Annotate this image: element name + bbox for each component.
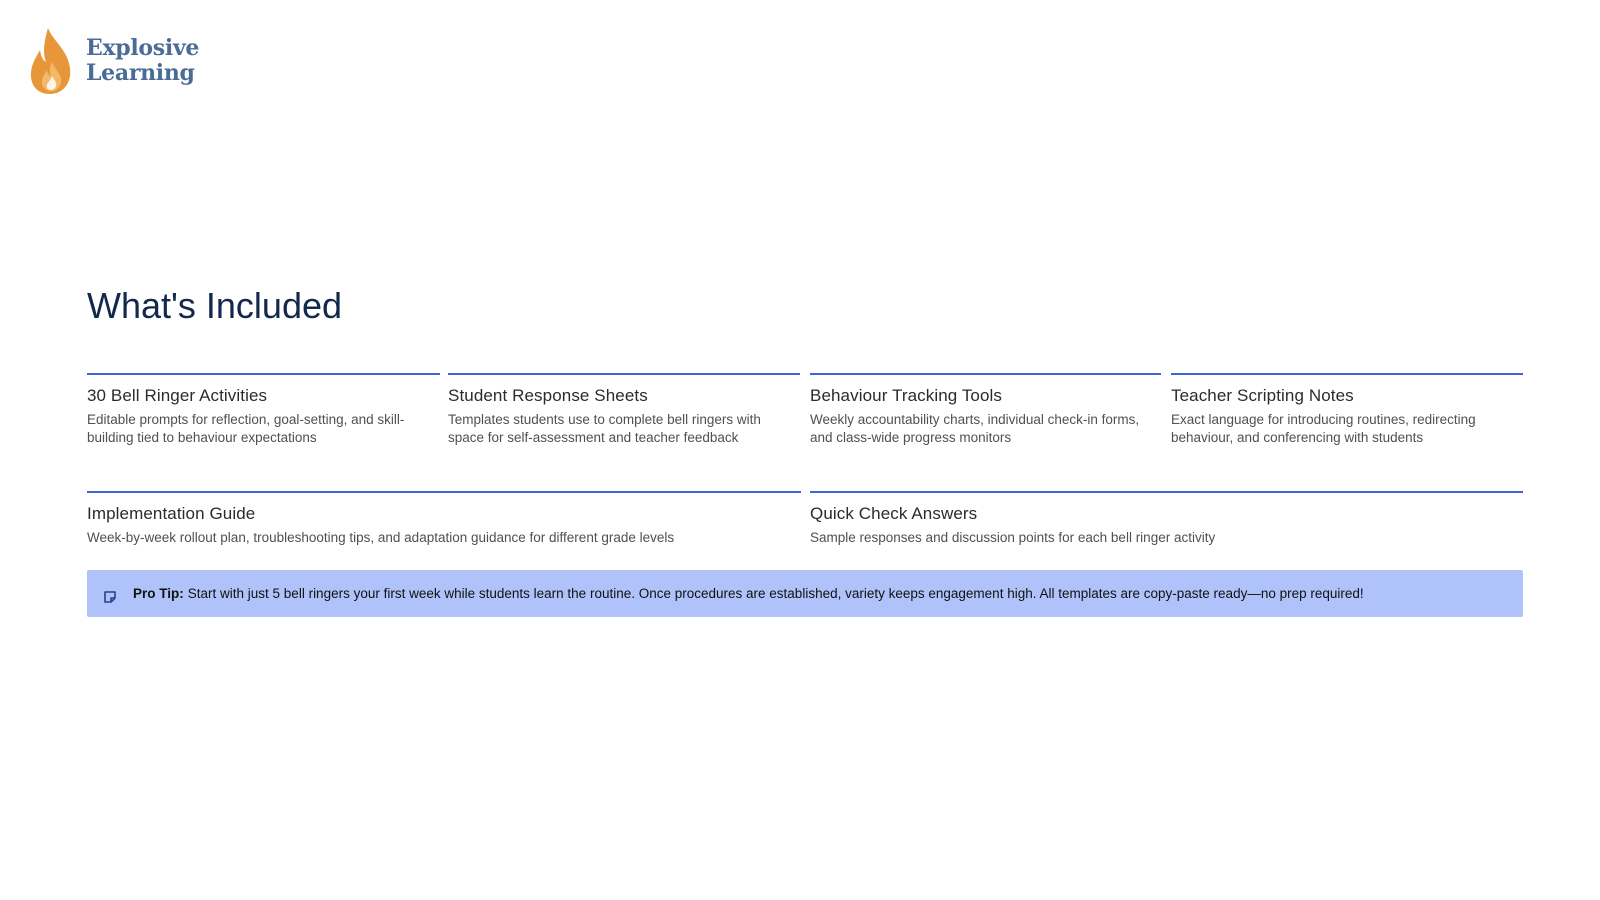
- included-item-implementation-guide: [87, 491, 801, 547]
- item-description: Sample responses and discussion points for each bell ringer activity: [810, 530, 1216, 545]
- brand-name-line2: Learning: [86, 60, 195, 86]
- item-title: Behaviour Tracking Tools: [810, 386, 1003, 405]
- flame-icon: [28, 26, 74, 96]
- pro-tip-callout: [87, 570, 1523, 617]
- item-title: Implementation Guide: [87, 504, 256, 523]
- brand-logo: [28, 26, 199, 96]
- item-description: Week-by-week rollout plan, troubleshooting tips, and adaptation guidance for different grade levels: [87, 530, 675, 545]
- item-description: Weekly accountability charts, individual check-in forms, and class-wide progress monitors: [810, 412, 1140, 445]
- item-description: Exact language for introducing routines, redirecting behaviour, and conferencing with students: [1171, 412, 1476, 445]
- item-title: Quick Check Answers: [810, 504, 978, 523]
- item-description: Templates students use to complete bell ringers with space for self-assessment and teacher feedback: [448, 412, 761, 445]
- sticky-note-icon: [103, 590, 117, 604]
- item-title: Student Response Sheets: [448, 386, 648, 405]
- page-title: What's Included: [87, 285, 343, 326]
- pro-tip-label: Pro Tip:: [133, 585, 184, 601]
- brand-name: [86, 36, 199, 86]
- pro-tip-body: Start with just 5 bell ringers your first week while students learn the routine. Once procedures are established, variety keeps engagement high. All templates are copy-paste ready—no prep required!: [187, 585, 1364, 601]
- included-item-bell-ringer-activities: [87, 373, 440, 447]
- item-title: Teacher Scripting Notes: [1171, 386, 1354, 405]
- included-item-behaviour-tracking-tools: [810, 373, 1161, 447]
- included-item-quick-check-answers: [810, 491, 1523, 547]
- item-description: Editable prompts for reflection, goal-setting, and skill-building tied to behaviour expectations: [87, 412, 405, 445]
- included-item-teacher-scripting-notes: [1171, 373, 1523, 447]
- item-title: 30 Bell Ringer Activities: [87, 386, 268, 405]
- pro-tip-text: [133, 585, 1364, 603]
- included-item-student-response-sheets: [448, 373, 800, 447]
- brand-name-line1: Explosive: [86, 35, 200, 61]
